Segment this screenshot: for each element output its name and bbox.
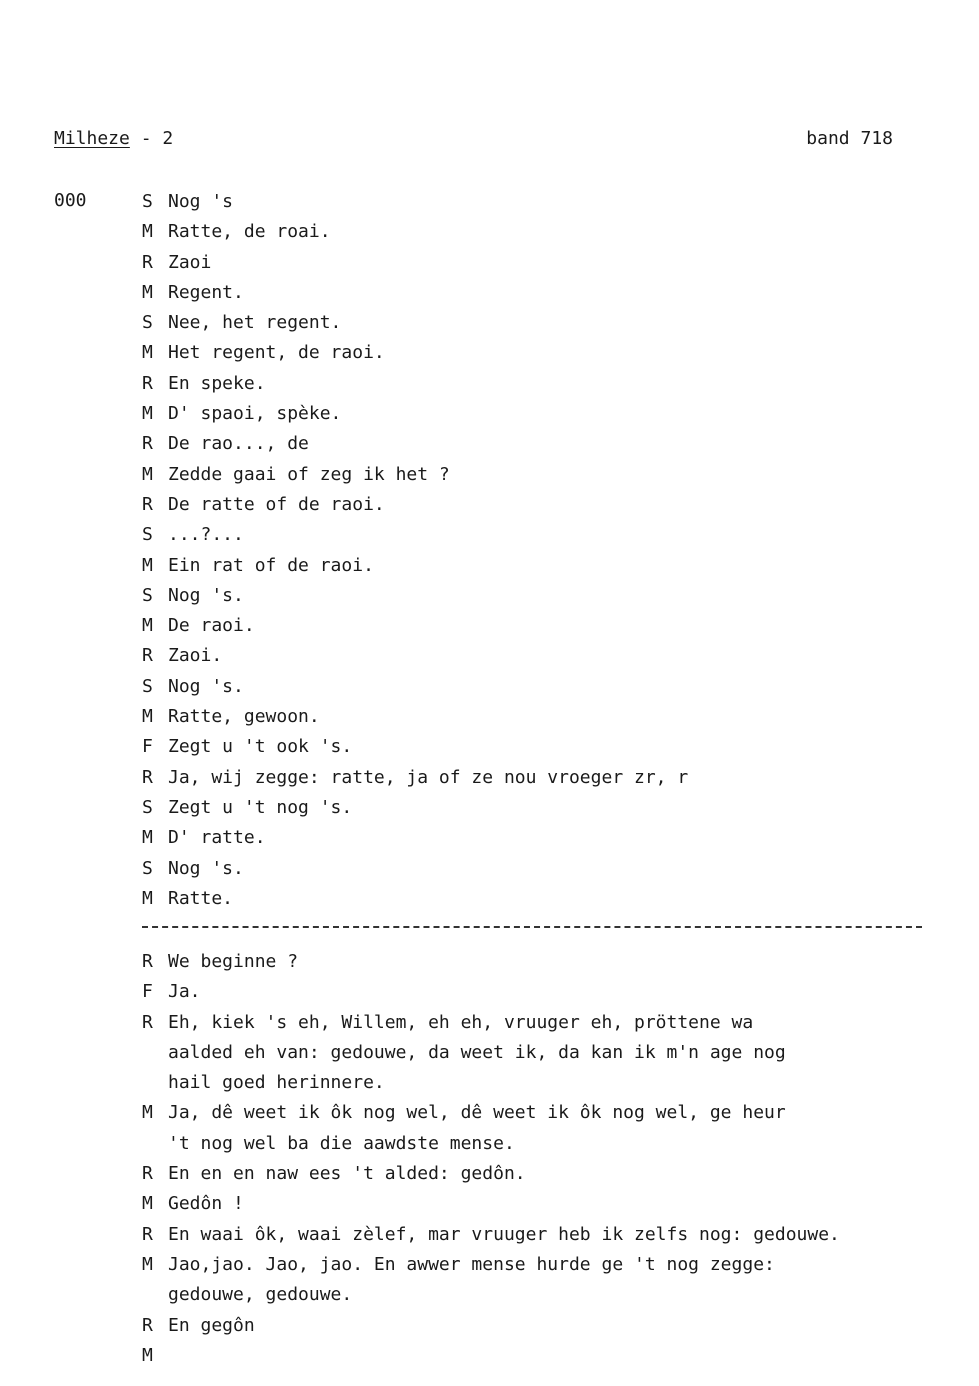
transcript-line <box>142 584 949 614</box>
speaker-code: S <box>142 857 153 879</box>
speaker-code: M <box>142 1193 153 1215</box>
page-header <box>54 128 893 152</box>
utterance-text: Nog 's <box>168 191 234 212</box>
header-separator: - <box>129 128 163 149</box>
utterance-text: Nog 's. <box>168 675 244 697</box>
utterance-text: De raoi. <box>168 615 255 637</box>
speaker-code: S <box>142 312 153 334</box>
transcript-line <box>142 1283 949 1313</box>
transcript-line <box>142 796 949 826</box>
utterance-text: En waai ôk, waai zèlef, mar vruuger heb ik zelfs nog: gedouwe. <box>168 1223 840 1245</box>
utterance-text: De ratte of de raoi. <box>168 493 385 515</box>
speaker-code: M <box>142 615 153 637</box>
utterance-text: Ratte. <box>168 887 234 909</box>
utterance-text: We beginne ? <box>168 951 299 972</box>
transcript-block-2 <box>142 950 949 1374</box>
transcript-line <box>142 705 949 735</box>
speaker-code: S <box>142 584 153 606</box>
transcript-line <box>142 190 949 220</box>
transcript-line <box>142 1101 949 1131</box>
utterance-text: gedouwe, gedouwe. <box>168 1284 353 1306</box>
transcript-line <box>142 372 949 402</box>
transcript-line <box>142 311 949 341</box>
transcript-line <box>142 554 949 584</box>
transcript-line <box>142 463 949 493</box>
transcript-line <box>142 341 949 371</box>
transcript-line <box>142 1223 949 1253</box>
utterance-text: Zaoi <box>168 251 212 273</box>
transcript-line <box>142 980 949 1010</box>
utterance-text: Nog 's. <box>168 857 244 879</box>
transcript-line <box>142 1192 949 1222</box>
transcript-line <box>142 826 949 856</box>
utterance-text: Zaoi. <box>168 645 223 667</box>
transcript-block-1 <box>142 190 949 917</box>
speaker-code: R <box>142 433 153 455</box>
transcript-line <box>142 644 949 674</box>
speaker-code: M <box>142 554 153 576</box>
speaker-code: M <box>142 403 153 425</box>
transcript-line <box>142 1011 949 1041</box>
utterance-text: Zegt u 't nog 's. <box>168 796 353 818</box>
speaker-code: M <box>142 1344 153 1366</box>
utterance-text: Ja, dê weet ik ôk nog wel, dê weet ik ôk nog wel, ge heur <box>168 1102 786 1124</box>
speaker-code: R <box>142 951 153 972</box>
page-number: 2 <box>162 128 174 149</box>
transcript-line <box>142 402 949 432</box>
speaker-code: M <box>142 887 153 909</box>
speaker-code: S <box>142 675 153 697</box>
utterance-text: Regent. <box>168 281 244 303</box>
utterance-text: Ja. <box>168 981 201 1003</box>
utterance-text: Ratte, gewoon. <box>168 706 320 728</box>
utterance-text: Eh, kiek 's eh, Willem, eh eh, vruuger eh, pröttene wa <box>168 1011 754 1033</box>
utterance-text: Ja, wij zegge: ratte, ja of ze nou vroeger zr, r <box>168 766 689 788</box>
speaker-code: R <box>142 645 153 667</box>
speaker-code: M <box>142 1102 153 1124</box>
transcript-line <box>142 1344 949 1374</box>
utterance-text: D' spaoi, spèke. <box>168 403 342 425</box>
transcript-line <box>142 735 949 765</box>
speaker-code: M <box>142 1253 153 1275</box>
band-number: band 718 <box>806 128 893 149</box>
section-divider <box>142 926 922 928</box>
transcript-line <box>142 887 949 917</box>
utterance-text: Gedôn ! <box>168 1193 244 1215</box>
speaker-code: R <box>142 1223 153 1245</box>
utterance-text: Het regent, de raoi. <box>168 342 385 364</box>
transcript-line <box>142 1041 949 1071</box>
utterance-text: Zegt u 't ook 's. <box>168 736 353 758</box>
transcript-line <box>142 493 949 523</box>
speaker-code: M <box>142 706 153 728</box>
speaker-code: M <box>142 463 153 485</box>
transcript-line <box>142 281 949 311</box>
speaker-code: R <box>142 493 153 515</box>
utterance-text: Zedde gaai of zeg ik het ? <box>168 463 450 485</box>
utterance-text: Nog 's. <box>168 584 244 606</box>
transcript-line <box>142 950 949 980</box>
speaker-code: M <box>142 281 153 303</box>
utterance-text: Ein rat of de raoi. <box>168 554 374 576</box>
transcript-line <box>142 766 949 796</box>
transcript-line <box>142 251 949 281</box>
speaker-code: R <box>142 1011 153 1033</box>
speaker-code: R <box>142 766 153 788</box>
utterance-text: 't nog wel ba die aawdste mense. <box>168 1132 515 1154</box>
transcript-line <box>142 523 949 553</box>
transcript-line <box>142 220 949 250</box>
transcript-line <box>142 1314 949 1344</box>
utterance-text: Ratte, de roai. <box>168 221 331 243</box>
speaker-code: M <box>142 827 153 849</box>
speaker-code: F <box>142 736 153 758</box>
speaker-code: R <box>142 251 153 273</box>
speaker-code: R <box>142 1314 153 1336</box>
header-left <box>54 128 173 149</box>
transcript-line <box>142 1132 949 1162</box>
speaker-code: S <box>142 796 153 818</box>
utterance-text: ...?... <box>168 524 244 546</box>
transcript-line <box>142 675 949 705</box>
transcript-line <box>142 1071 949 1101</box>
utterance-text: En gegôn <box>168 1314 255 1336</box>
transcript-line <box>142 432 949 462</box>
speaker-code: S <box>142 191 153 212</box>
tape-counter: 000 <box>54 190 87 211</box>
utterance-text: hail goed herinnere. <box>168 1072 385 1094</box>
speaker-code: M <box>142 221 153 243</box>
speaker-code: S <box>142 524 153 546</box>
utterance-text: Nee, het regent. <box>168 312 342 334</box>
transcript-line <box>142 1253 949 1283</box>
speaker-code: M <box>142 342 153 364</box>
speaker-code: R <box>142 372 153 394</box>
transcript-line <box>142 1162 949 1192</box>
utterance-text: En en en naw ees 't alded: gedôn. <box>168 1163 526 1185</box>
utterance-text: Jao,jao. Jao, jao. En awwer mense hurde ge 't nog zegge: <box>168 1253 775 1275</box>
transcript-line <box>142 857 949 887</box>
speaker-code: F <box>142 981 153 1003</box>
utterance-text: En speke. <box>168 372 266 394</box>
transcript-line <box>142 614 949 644</box>
utterance-text: De rao..., de <box>168 433 309 455</box>
speaker-code: R <box>142 1163 153 1185</box>
utterance-text: aalded eh van: gedouwe, da weet ik, da kan ik m'n age nog <box>168 1041 786 1063</box>
place-name: Milheze <box>54 128 130 149</box>
utterance-text: D' ratte. <box>168 827 266 849</box>
